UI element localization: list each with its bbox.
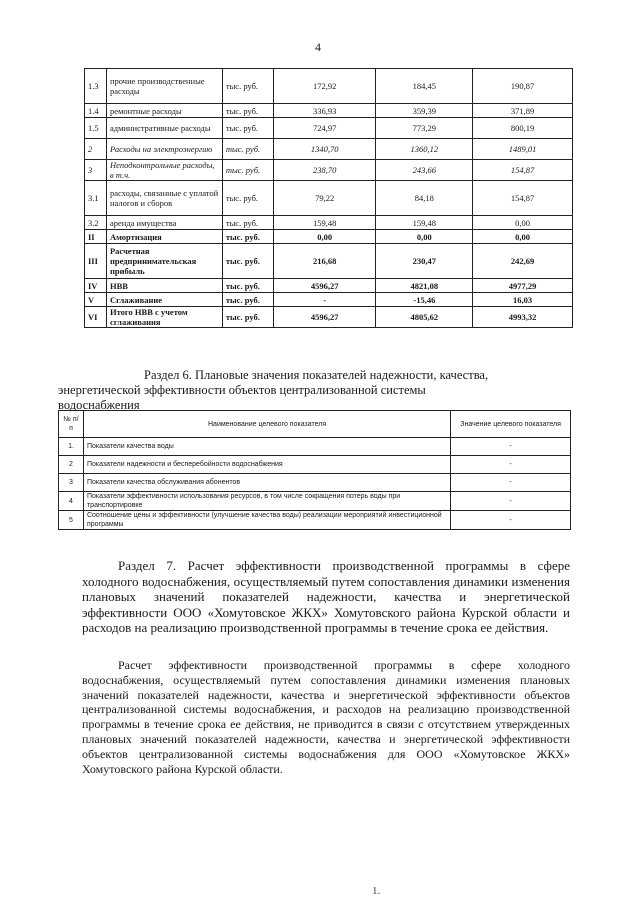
row-no: 1.5 (85, 118, 107, 139)
row-value-1: 79,22 (273, 181, 376, 216)
finance-row (85, 139, 573, 160)
indicator-row (59, 456, 571, 474)
row-value-3: 190,87 (473, 69, 573, 104)
finance-table (84, 68, 573, 328)
row-value-1: 1340,70 (273, 139, 376, 160)
row-name: Сглаживание (106, 293, 222, 307)
row-no: 3.2 (85, 216, 107, 230)
section-6-heading (58, 368, 570, 413)
row-unit: тыс. руб. (222, 181, 273, 216)
finance-row (85, 307, 573, 328)
finance-row (85, 216, 573, 230)
row-no: 3 (85, 160, 107, 181)
indicator-no: 5 (59, 511, 84, 530)
row-name: аренда имущества (106, 216, 222, 230)
row-name: Амортизация (106, 230, 222, 244)
header-name: Наименование целевого показателя (83, 411, 450, 438)
row-value-3: 800,19 (473, 118, 573, 139)
row-value-2: 159,48 (376, 216, 473, 230)
row-value-3: 1489,01 (473, 139, 573, 160)
indicator-value: - (451, 438, 571, 456)
row-value-1: 216,68 (273, 244, 376, 279)
row-name: административные расходы (106, 118, 222, 139)
row-value-1: 336,93 (273, 104, 376, 118)
row-value-2: 773,29 (376, 118, 473, 139)
finance-row (85, 230, 573, 244)
indicators-table (58, 410, 571, 530)
finance-row (85, 181, 573, 216)
indicator-no: 1. (59, 438, 84, 456)
row-unit: тыс. руб. (222, 244, 273, 279)
indicator-no: 3 (59, 474, 84, 492)
indicator-name: Соотношение цены и эффективности (улучшение качества воды) реализации мероприятий инвестиционной программы (83, 511, 450, 530)
row-no: II (85, 230, 107, 244)
row-value-1: 4596,27 (273, 307, 376, 328)
row-value-2: 243,66 (376, 160, 473, 181)
row-no: V (85, 293, 107, 307)
row-unit: тыс. руб. (222, 118, 273, 139)
section-6-line-2: энергетической эффективности объектов централизованной системы (58, 383, 426, 397)
section-7-body-text: Расчет эффективности производственной программы в сфере холодного водоснабжения, осуществляемый путем сопоставления динамики изменения плановых значений показателей надежности, качества и энергетической эффективности объектов централизованной системы водоснабжения, и расходов на реализацию производственной программы в течение срока ее действия, не приводится в связи с отсутствием утвержденных плановых значений показателей надежности, качества и энергетической эффективности объектов централизованной системы водоснабжения для ООО «Хомутовское ЖКХ» Хомутовского района Курской области. (82, 658, 570, 776)
row-value-2: 359,39 (376, 104, 473, 118)
row-name: Итого НВВ с учетом сглаживания (106, 307, 222, 328)
row-unit: тыс. руб. (222, 160, 273, 181)
row-no: III (85, 244, 107, 279)
indicator-row (59, 511, 571, 530)
section-7-heading-text: Раздел 7. Расчет эффективности производственной программы в сфере холодного водоснабжения, осуществляемый путем сопоставления динамики изменения плановых значений показателей надежности, качества и энергетической эффективности ООО «Хомутовское ЖКХ» Хомутовского района Курской области и расходов на реализацию производственной программы в течение срока ее действия. (82, 558, 570, 636)
indicator-no: 2 (59, 456, 84, 474)
row-value-3: 16,03 (473, 293, 573, 307)
row-value-2: 4805,62 (376, 307, 473, 328)
row-value-3: 0,00 (473, 216, 573, 230)
finance-row (85, 104, 573, 118)
row-no: 1.3 (85, 69, 107, 104)
row-value-1: 238,70 (273, 160, 376, 181)
row-no: 2 (85, 139, 107, 160)
indicator-row (59, 492, 571, 511)
row-value-1: 0,00 (273, 230, 376, 244)
section-6-line-3: водоснабжения (58, 398, 140, 412)
indicator-value: - (451, 511, 571, 530)
finance-row (85, 160, 573, 181)
row-no: IV (85, 279, 107, 293)
row-unit: тыс. руб. (222, 307, 273, 328)
row-value-3: 371,89 (473, 104, 573, 118)
section-6-line-1: Раздел 6. Плановые значения показателей надежности, качества, (144, 368, 489, 382)
row-value-2: 184,45 (376, 69, 473, 104)
row-value-2: 0,00 (376, 230, 473, 244)
indicator-no: 4 (59, 492, 84, 511)
indicator-value: - (451, 474, 571, 492)
row-name: Расчетная предпринимательская прибыль (106, 244, 222, 279)
header-value: Значение целевого показателя (451, 411, 571, 438)
row-value-3: 4993,32 (473, 307, 573, 328)
row-no: VI (85, 307, 107, 328)
row-value-3: 4977,29 (473, 279, 573, 293)
row-value-3: 154,87 (473, 160, 573, 181)
indicator-name: Показатели эффективности использования ресурсов, в том числе сокращения потерь воды при транспортировке (83, 492, 450, 511)
row-unit: тыс. руб. (222, 279, 273, 293)
row-value-1: 4596,27 (273, 279, 376, 293)
row-unit: тыс. руб. (222, 69, 273, 104)
indicator-row (59, 474, 571, 492)
row-name: НВВ (106, 279, 222, 293)
row-value-3: 154,87 (473, 181, 573, 216)
row-unit: тыс. руб. (222, 104, 273, 118)
finance-row (85, 69, 573, 104)
row-value-1: - (273, 293, 376, 307)
section-7-heading (82, 558, 570, 636)
row-value-3: 242,69 (473, 244, 573, 279)
row-unit: тыс. руб. (222, 139, 273, 160)
row-value-1: 159,48 (273, 216, 376, 230)
finance-row (85, 293, 573, 307)
row-name: расходы, связанные с уплатой налогов и сборов (106, 181, 222, 216)
scan-mark: 1. (372, 885, 381, 897)
indicator-value: - (451, 492, 571, 511)
header-no: № п/п (59, 411, 84, 438)
section-7-body (82, 658, 570, 776)
indicator-name: Показатели качества обслуживания абонентов (83, 474, 450, 492)
row-value-2: -15,46 (376, 293, 473, 307)
row-value-2: 4821,08 (376, 279, 473, 293)
row-name: прочие производственные расходы (106, 69, 222, 104)
indicator-name: Показатели надежности и бесперебойности водоснабжения (83, 456, 450, 474)
finance-row (85, 118, 573, 139)
row-name: ремонтные расходы (106, 104, 222, 118)
row-unit: тыс. руб. (222, 293, 273, 307)
indicator-row (59, 438, 571, 456)
row-no: 3.1 (85, 181, 107, 216)
row-unit: тыс. руб. (222, 216, 273, 230)
row-name: Неподконтрольные расходы, в т.ч. (106, 160, 222, 181)
finance-row (85, 244, 573, 279)
page-number: 4 (315, 40, 321, 54)
row-value-2: 230,47 (376, 244, 473, 279)
row-unit: тыс. руб. (222, 230, 273, 244)
row-name: Расходы на электроэнергию (106, 139, 222, 160)
row-no: 1.4 (85, 104, 107, 118)
indicator-name: Показатели качества воды (83, 438, 450, 456)
indicator-value: - (451, 456, 571, 474)
row-value-2: 1360,12 (376, 139, 473, 160)
row-value-1: 724,97 (273, 118, 376, 139)
row-value-2: 84,18 (376, 181, 473, 216)
row-value-3: 0,00 (473, 230, 573, 244)
row-value-1: 172,92 (273, 69, 376, 104)
indicators-header-row (59, 411, 571, 438)
finance-row (85, 279, 573, 293)
